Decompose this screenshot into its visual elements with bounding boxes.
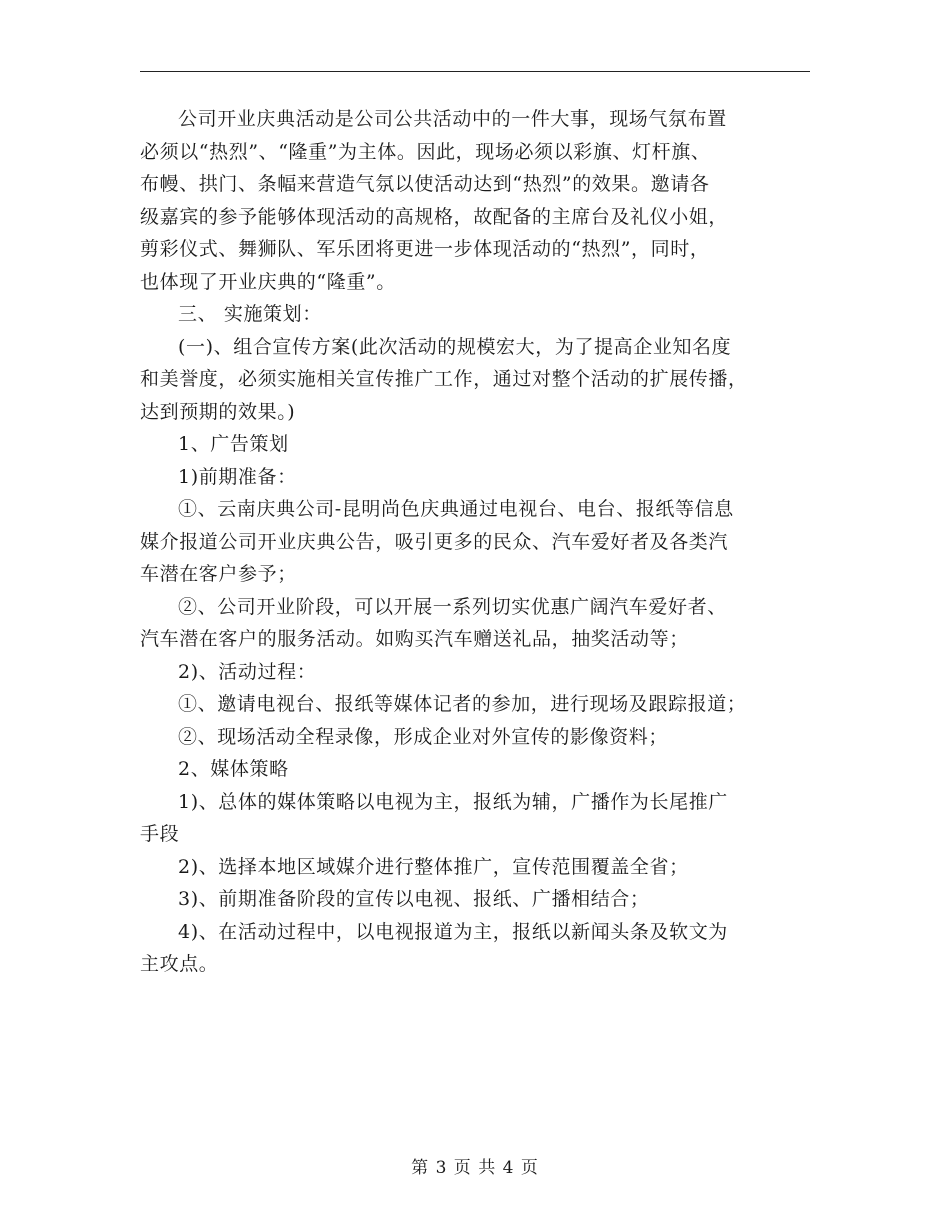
paragraph [140, 656, 820, 689]
paragraph [140, 298, 820, 331]
paragraph [140, 331, 820, 429]
text-line: 级嘉宾的参予能够体现活动的高规格，故配备的主席台及礼仪小姐， [140, 205, 729, 228]
paragraph [140, 916, 820, 981]
text-line: 2)、选择本地区域媒介进行整体推广，宣传范围覆盖全省； [178, 855, 689, 878]
paragraph [140, 493, 820, 591]
text-line: ①、邀请电视台、报纸等媒体记者的参加，进行现场及跟踪报道； [178, 693, 747, 715]
text-line: 和美誉度，必须实施相关宣传推广工作，通过对整个活动的扩展传播， [140, 368, 748, 390]
paragraph [140, 883, 820, 916]
paragraph [140, 428, 820, 461]
text-line: 2、媒体策略 [178, 758, 289, 780]
text-line: 三、 实施策划： [178, 303, 322, 325]
text-line: 主攻点。 [140, 953, 219, 975]
paragraph [140, 461, 820, 494]
text-line: 媒介报道公司开业庆典公告，吸引更多的民众、汽车爱好者及各类汽 [140, 530, 729, 553]
text-line: 3)、前期准备阶段的宣传以电视、报纸、广播相结合； [178, 888, 650, 910]
paragraph [140, 103, 820, 298]
paragraph [140, 786, 820, 851]
text-line: 汽车潜在客户的服务活动。如购买汽车赠送礼品，抽奖活动等； [140, 628, 689, 650]
document-body [140, 103, 820, 981]
text-line: 布幔、拱门、条幅来营造气氛以使活动达到“热烈”的效果。邀请各 [140, 173, 710, 195]
text-line: ②、公司开业阶段，可以开展一系列切实优惠广阔汽车爱好者、 [178, 595, 727, 618]
text-line: (一)、组合宣传方案(此次活动的规模宏大，为了提高企业知名度 [178, 335, 732, 358]
page-footer: 第 3 页 共 4 页 [411, 1158, 539, 1178]
text-line: 1、广告策划 [178, 433, 289, 455]
paragraph [140, 851, 820, 884]
header-rule [140, 71, 810, 72]
text-line: 1)前期准备： [178, 465, 297, 488]
paragraph [140, 591, 820, 656]
text-line: 达到预期的效果。) [140, 400, 296, 423]
text-line: 必须以“热烈”、“隆重”为主体。因此，现场必须以彩旗、灯杆旗、 [140, 140, 711, 163]
text-line: 2)、活动过程： [178, 660, 317, 683]
paragraph [140, 688, 820, 721]
text-line: ①、云南庆典公司-昆明尚色庆典通过电视台、电台、报纸等信息 [178, 498, 734, 520]
text-line: 4)、在活动过程中，以电视报道为主，报纸以新闻头条及软文为 [178, 920, 728, 943]
text-line: 公司开业庆典活动是公司公共活动中的一件大事，现场气氛布置 [178, 108, 727, 130]
text-line: ②、现场活动全程录像，形成企业对外宣传的影像资料； [178, 725, 669, 748]
paragraph [140, 721, 820, 754]
paragraph [140, 753, 820, 786]
text-line: 也体现了开业庆典的“隆重”。 [140, 270, 396, 293]
text-line: 1)、总体的媒体策略以电视为主，报纸为辅，广播作为长尾推广 [178, 790, 728, 813]
text-line: 手段 [140, 823, 180, 845]
text-line: 车潜在客户参予； [140, 563, 297, 585]
text-line: 剪彩仪式、舞狮队、军乐团将更进一步体现活动的“热烈”，同时， [140, 238, 710, 260]
